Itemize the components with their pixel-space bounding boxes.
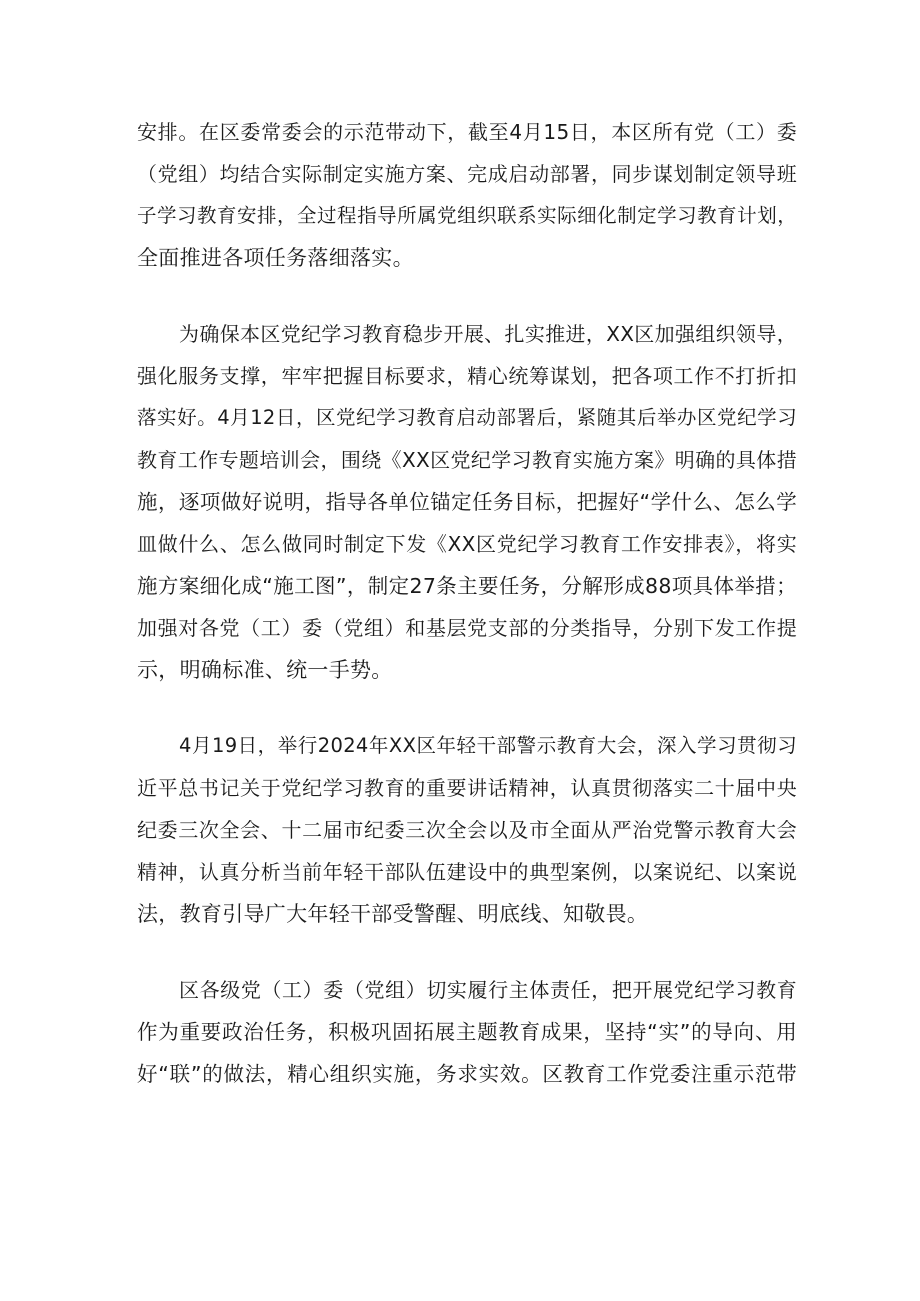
text-line: 法，教育引导广大年轻干部受警醒、明底线、知敬畏。 bbox=[137, 902, 649, 926]
paragraph-4 bbox=[137, 969, 797, 1095]
text-line: 施方案细化成“施工图”，制定27条主要任务，分解形成88项具体举措； bbox=[137, 574, 797, 598]
document-body bbox=[137, 111, 797, 1095]
text-line: 近平总书记关于党纪学习教育的重要讲话精神，认真贯彻落实二十届中央 bbox=[137, 776, 797, 800]
paragraph-3 bbox=[137, 725, 797, 935]
text-line: 强化服务支撑，牢牢把握目标要求，精心统筹谋划，把各项工作不打折扣 bbox=[137, 364, 797, 388]
text-line: 安排。在区委常委会的示范带动下，截至4月15日，本区所有党（工）委 bbox=[137, 120, 797, 144]
text-line: 纪委三次全会、十二届市纪委三次全会以及市全面从严治党警示教育大会 bbox=[137, 818, 797, 842]
text-line: 皿做什么、怎么做同时制定下发《XX区党纪学习教育工作安排表》，将实 bbox=[137, 532, 797, 556]
text-line: （党组）均结合实际制定实施方案、完成启动部署，同步谋划制定领导班 bbox=[137, 162, 797, 186]
text-line: 加强对各党（工）委（党组）和基层党支部的分类指导，分别下发工作提 bbox=[137, 616, 797, 640]
text-line: 为确保本区党纪学习教育稳步开展、扎实推进，XX区加强组织领导， bbox=[179, 322, 797, 346]
text-line: 作为重要政治任务，积极巩固拓展主题教育成果，坚持“实”的导向、用 bbox=[137, 1020, 797, 1044]
text-line: 教育工作专题培训会，围绕《XX区党纪学习教育实施方案》明确的具体措 bbox=[137, 448, 797, 472]
text-line: 落实好。4月12日，区党纪学习教育启动部署后，紧随其后举办区党纪学习 bbox=[137, 406, 797, 429]
text-line: 子学习教育安排，全过程指导所属党组织联系实际细化制定学习教育计划， bbox=[137, 204, 797, 227]
text-line: 全面推进各项任务落细落实。 bbox=[137, 246, 414, 270]
paragraph-1 bbox=[137, 111, 797, 279]
text-line: 示，明确标准、统一手势。 bbox=[137, 658, 393, 682]
text-line: 区各级党（工）委（党组）切实履行主体责任，把开展党纪学习教育 bbox=[179, 978, 797, 1002]
text-line: 精神，认真分析当前年轻干部队伍建设中的典型案例，以案说纪、以案说 bbox=[137, 860, 797, 884]
text-line: 好“联”的做法，精心组织实施，务求实效。区教育工作党委注重示范带 bbox=[137, 1062, 797, 1086]
paragraph-2 bbox=[137, 313, 797, 691]
text-line: 施，逐项做好说明，指导各单位锚定任务目标，把握好“学什么、怎么学 bbox=[137, 490, 797, 514]
text-line: 4月19日，举行2024年XX区年轻干部警示教育大会，深入学习贯彻习 bbox=[179, 734, 797, 757]
